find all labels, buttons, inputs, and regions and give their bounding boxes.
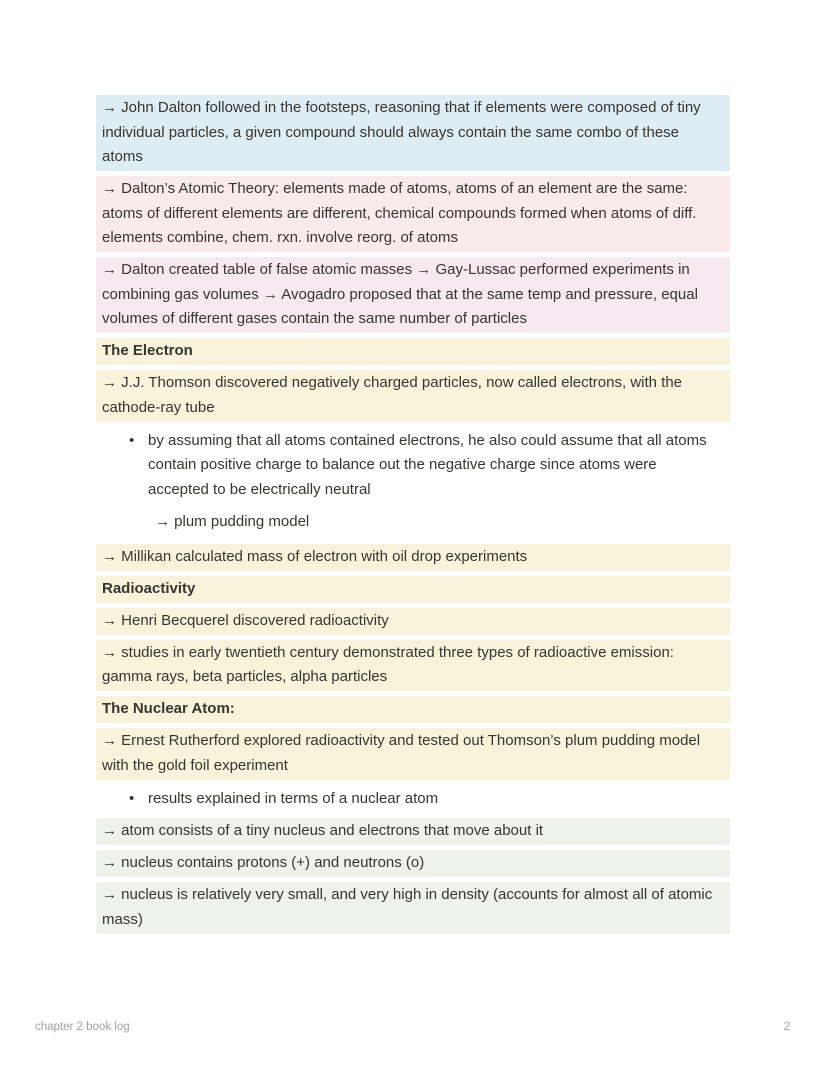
sub-note-plum-pudding: → plum pudding model xyxy=(155,513,310,530)
highlight-block-atom-nucleus: → atom consists of a tiny nucleus and electrons that move about it xyxy=(96,818,730,845)
highlight-block-emission-types: → studies in early twentieth century demonstrated three types of radioactive emission: gamma rays, beta particles, alpha particles xyxy=(96,640,730,692)
highlight-block-atomic-theory: → Dalton’s Atomic Theory: elements made of atoms, atoms of an element are the same: atoms of different elements are different, chemical compounds formed when atoms of diff. elements combine, chem. rxn. involve reorg. of atoms xyxy=(96,176,730,252)
highlight-block-protons-neutrons: → nucleus contains protons (+) and neutrons (o) xyxy=(96,850,730,877)
bullet-list-nuclear xyxy=(96,787,730,812)
footer-page-number: 2 xyxy=(783,1021,790,1033)
note-content xyxy=(96,95,730,939)
bullet-icon: • xyxy=(129,789,135,807)
section-heading-the-electron: The Electron xyxy=(96,338,730,365)
highlight-block-nucleus-density: → nucleus is relatively very small, and very high in density (accounts for almost all of atomic mass) xyxy=(96,882,730,934)
highlight-block-false-masses: → Dalton created table of false atomic masses → Gay-Lussac performed experiments in combining gas volumes → Avogadro proposed that at the same temp and pressure, equal volumes of different gases contain the same number of particles xyxy=(96,257,730,333)
bullet-item-text: results explained in terms of a nuclear atom xyxy=(148,789,439,807)
section-heading-nuclear-atom: The Nuclear Atom: xyxy=(96,696,730,723)
highlight-block-becquerel: → Henri Becquerel discovered radioactivity xyxy=(96,608,730,635)
highlight-block-millikan: → Millikan calculated mass of electron with oil drop experiments xyxy=(96,544,730,571)
highlight-block-rutherford: → Ernest Rutherford explored radioactivity and tested out Thomson’s plum pudding model with the gold foil experiment xyxy=(96,728,730,780)
page-footer xyxy=(35,1020,790,1034)
footer-doc-title: chapter 2 book log xyxy=(35,1021,130,1033)
bullet-item-text: by assuming that all atoms contained electrons, he also could assume that all atoms contain positive charge to balance out the negative charge since atoms were accepted to be electrically neutral xyxy=(148,431,707,498)
bullet-item xyxy=(96,787,730,812)
bullet-item xyxy=(96,429,730,503)
bullet-icon: • xyxy=(129,431,135,449)
highlight-block-john-dalton: → John Dalton followed in the footsteps, reasoning that if elements were composed of tiny individual particles, a given compound should always contain the same combo of these atoms xyxy=(96,95,730,171)
highlight-block-jj-thomson: → J.J. Thomson discovered negatively charged particles, now called electrons, with the cathode-ray tube xyxy=(96,370,730,422)
bullet-list-electron xyxy=(96,429,730,535)
section-heading-radioactivity: Radioactivity xyxy=(96,576,730,603)
